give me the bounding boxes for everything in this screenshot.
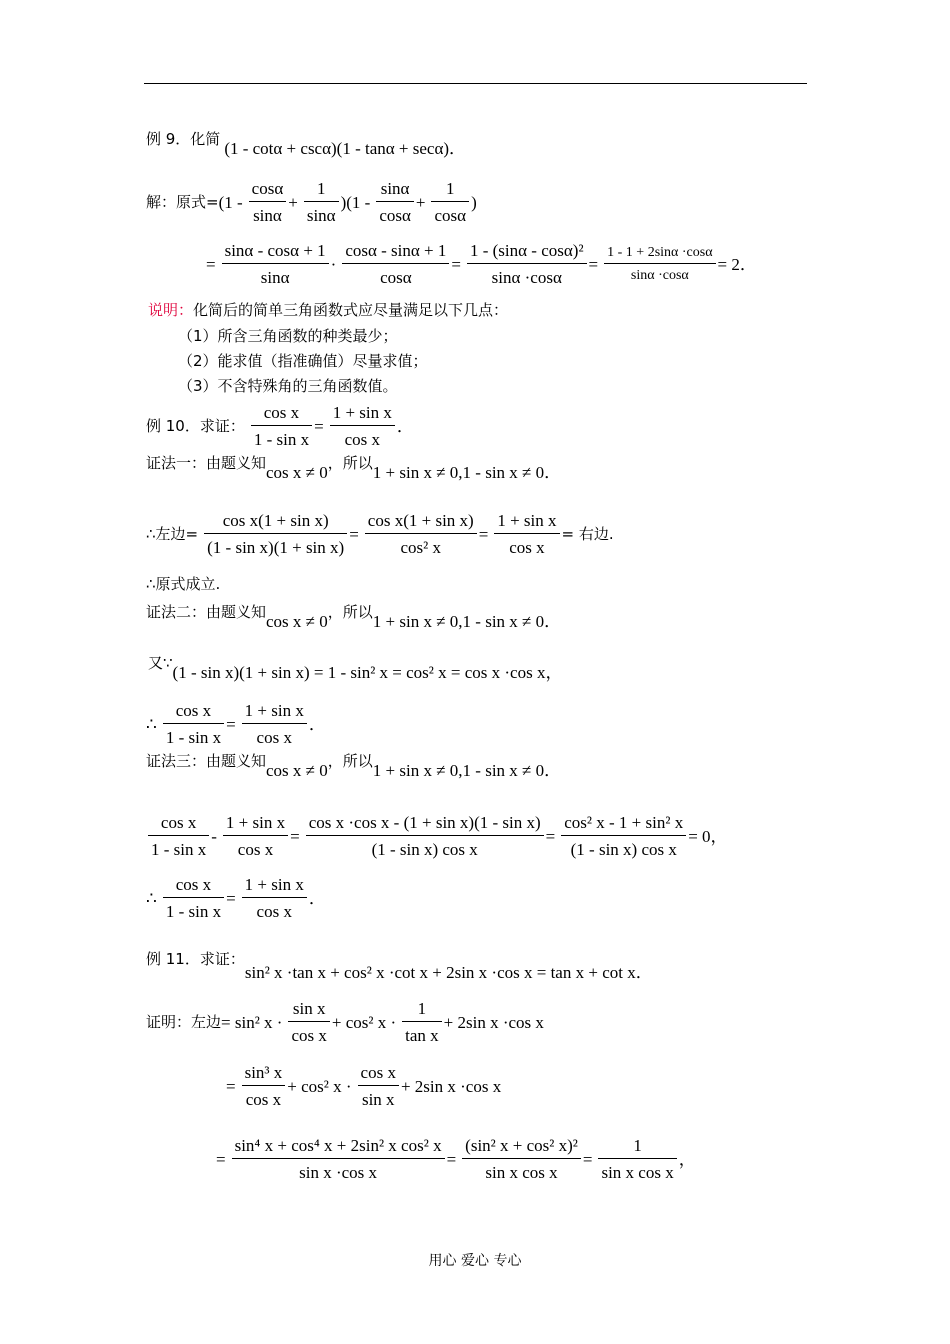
frac-numerator: cos x(1 + sin x) (365, 510, 477, 534)
frac-numerator: cos x (163, 700, 224, 724)
frac-denominator: sinα (306, 206, 336, 226)
frac-denominator: cosα (434, 206, 467, 226)
ex11-proof-line2 (226, 1062, 501, 1111)
note-label: 说明： (148, 301, 194, 319)
op-equals: = (216, 1149, 226, 1169)
frac-numerator: cos x (358, 1062, 399, 1086)
ex9-label: 例 9．化简 (146, 130, 221, 148)
frac-denominator: sinα (260, 268, 290, 288)
step1-part-b: + cos² x · (331, 1012, 397, 1032)
ex9-open: (1 - (218, 192, 243, 212)
frac-denominator: sin x cos x (485, 1163, 558, 1183)
ex9-frac1 (249, 178, 287, 227)
ex10-lhs (251, 402, 312, 451)
ex10-method2-expr (148, 654, 563, 682)
method2-expression: (1 - sin x)(1 + sin x) = 1 - sin² x = cos² x = cos x ·cos x， (172, 663, 563, 682)
ex9-frac5 (222, 240, 329, 289)
also-because: 又∵ (148, 654, 173, 672)
frac-denominator: cos² x (400, 538, 442, 558)
op-plus: + (415, 192, 426, 212)
frac-denominator: cos x (509, 538, 545, 558)
condition-cos: cos x ≠ 0 (266, 612, 328, 631)
note-item-1: （1）所含三角函数的种类最少； (178, 327, 398, 345)
ex11-frac-p4 (358, 1062, 399, 1111)
op-equals: = (206, 254, 216, 274)
step2-part-b: + cos² x · (287, 1076, 352, 1096)
frac-denominator: sin x ·cos x (299, 1163, 378, 1183)
frac-numerator: sin x (288, 998, 329, 1022)
op-equals: = (349, 524, 359, 544)
ex11-proof-line1 (146, 998, 544, 1047)
op-equals: = (226, 888, 236, 908)
ex11-frac-p6 (462, 1135, 581, 1184)
frac-numerator: 1 (598, 1135, 676, 1159)
proof-label: 证明：左边 (146, 1012, 222, 1031)
frac-numerator: 1 (402, 998, 442, 1022)
ex9-frac8 (604, 244, 715, 285)
ex10-method1-line (146, 454, 562, 482)
ex11-proof-line3 (216, 1135, 696, 1184)
frac-denominator: cos x (237, 840, 274, 860)
ex10-frac-h3 (494, 510, 559, 559)
frac-denominator: sinα (253, 206, 282, 226)
op-plus: + (288, 192, 298, 212)
ex9-frac7 (467, 240, 587, 289)
ex9-solution-label: 解：原式= (146, 192, 219, 211)
result-zero: = 0， (688, 826, 728, 846)
ex11-frac-p3 (242, 1062, 286, 1111)
frac-numerator: sin⁴ x + cos⁴ x + 2sin² x cos² x (232, 1135, 445, 1159)
ex9-frac4 (431, 178, 469, 227)
op-equals: = (478, 524, 489, 544)
frac-numerator: 1 (431, 178, 469, 202)
ex10-rhs (242, 700, 307, 749)
condition-sin: 1 + sin x ≠ 0,1 - sin x ≠ 0． (372, 761, 562, 780)
so-text: ，所以 (327, 752, 373, 770)
frac-denominator: sin x (361, 1090, 395, 1110)
ex11-label: 例 11．求证： (146, 950, 245, 968)
ex11-frac-p1 (288, 998, 329, 1047)
step1-part-c: + 2sin x ·cos x (443, 1012, 544, 1032)
ex9-result: = 2． (717, 254, 757, 274)
ex9-expression: (1 - cotα + cscα)(1 - tanα + secα)． (224, 139, 467, 158)
note-heading (148, 303, 508, 318)
page-footer: 用心 爱心 专心 (428, 1253, 522, 1269)
step1-part-a: = sin² x · (221, 1012, 283, 1032)
ex10-method2-line (146, 603, 562, 631)
op-equals: = (588, 254, 599, 274)
method1-label: 证法一：由题义知 (146, 454, 267, 472)
frac-numerator: 1 + sin x (223, 812, 288, 836)
so-text: ，所以 (327, 603, 373, 621)
frac-numerator: (sin² x + cos² x)² (462, 1135, 581, 1159)
ex10-lhs (163, 874, 224, 923)
ex9-mid: )(1 - (340, 192, 371, 212)
frac-numerator: 1 + sin x (494, 510, 559, 534)
ex11-title-line (146, 950, 653, 982)
frac-denominator: cos x (256, 902, 292, 922)
so-text: ，所以 (327, 454, 373, 472)
op-equals: = (314, 416, 324, 436)
frac-numerator: 1 - 1 + 2sinα ·cosα (604, 244, 715, 265)
op-equals: = (545, 826, 556, 846)
op-equals: = (290, 826, 300, 846)
op-minus: - (211, 826, 217, 846)
ex9-frac3 (376, 178, 414, 227)
frac-denominator: (1 - sin x) cos x (570, 840, 677, 860)
ex10-lhs (163, 700, 224, 749)
ex10-frac-k4 (561, 812, 686, 861)
frac-numerator: cos x (148, 812, 209, 836)
ex9-solution-line1 (146, 178, 477, 227)
ex10-title-line (146, 402, 414, 451)
method2-label: 证法二：由题义知 (146, 603, 267, 621)
left-label: ∴左边= (146, 524, 199, 543)
ex10-rhs (242, 874, 307, 923)
ex10-frac-h1 (204, 510, 347, 559)
ex9-frac2 (304, 178, 339, 227)
frac-denominator: cos x (291, 1026, 327, 1046)
frac-numerator: cos x (163, 874, 224, 898)
op-equals: = (451, 254, 461, 274)
ex11-frac-p2 (402, 998, 442, 1047)
frac-denominator: sinα ·cosα (491, 268, 562, 288)
frac-denominator: sin x cos x (601, 1163, 674, 1183)
ex9-close: ) (471, 192, 477, 212)
frac-numerator: sinα - cosα + 1 (222, 240, 329, 264)
ex11-expression: sin² x ·tan x + cos² x ·cot x + 2sin x ·cos x = tan x + cot x． (244, 963, 653, 982)
frac-numerator: cos² x - 1 + sin² x (561, 812, 686, 836)
op-equals: = (582, 1149, 593, 1169)
ex10-rhs (330, 402, 395, 451)
ex10-frac-h2 (365, 510, 477, 559)
ex9-solution-line2 (206, 240, 757, 289)
frac-denominator: tan x (405, 1026, 439, 1046)
ex10-period: ． (308, 714, 326, 734)
note-item-3: （3）不含特殊角的三角函数值。 (178, 377, 398, 395)
frac-numerator: cos x(1 + sin x) (204, 510, 347, 534)
op-equals: = (226, 1076, 236, 1096)
frac-numerator: sinα (376, 178, 414, 202)
frac-numerator: 1 + sin x (242, 700, 307, 724)
frac-numerator: cosα - sinα + 1 (342, 240, 449, 264)
ex11-frac-p7 (598, 1135, 676, 1184)
condition-sin: 1 + sin x ≠ 0,1 - sin x ≠ 0． (372, 612, 562, 631)
note-item-2: （2）能求值（指准确值）尽量求值； (178, 352, 428, 370)
ex10-method2-conclusion (146, 700, 326, 749)
frac-denominator: cosα (379, 206, 411, 226)
frac-numerator: cos x ·cos x - (1 + sin x)(1 - sin x) (306, 812, 544, 836)
frac-denominator: 1 - sin x (253, 430, 310, 450)
frac-numerator: 1 + sin x (242, 874, 307, 898)
ex10-frac-k2 (223, 812, 288, 861)
frac-denominator: 1 - sin x (151, 840, 207, 860)
right-side: = 右边. (561, 524, 614, 543)
frac-numerator: sin³ x (242, 1062, 286, 1086)
therefore-symbol: ∴ (146, 714, 157, 734)
frac-denominator: cos x (256, 728, 292, 748)
condition-cos: cos x ≠ 0 (266, 463, 328, 482)
frac-denominator: 1 - sin x (165, 728, 222, 748)
ex10-period: ． (308, 888, 326, 908)
op-equals: = (446, 1149, 457, 1169)
frac-denominator: cos x (344, 430, 380, 450)
method3-label: 证法三：由题义知 (146, 752, 267, 770)
step3-comma: ， (678, 1149, 696, 1169)
condition-cos: cos x ≠ 0 (266, 761, 328, 780)
therefore-symbol: ∴ (146, 888, 157, 908)
ex10-holds: ∴原式成立. (146, 575, 221, 593)
frac-denominator: sinα ·cosα (630, 268, 689, 284)
ex10-method3-expr (146, 812, 728, 861)
header-rule (144, 83, 807, 84)
frac-numerator: 1 + sin x (330, 402, 395, 426)
frac-numerator: 1 (304, 178, 339, 202)
frac-numerator: cos x (251, 402, 312, 426)
frac-denominator: 1 - sin x (165, 902, 222, 922)
frac-denominator: cosα (380, 268, 412, 288)
ex10-label: 例 10．求证： (146, 416, 245, 435)
ex9-title-line (146, 130, 467, 158)
frac-numerator: 1 - (sinα - cosα)² (467, 240, 587, 264)
frac-denominator: (1 - sin x)(1 + sin x) (207, 538, 345, 558)
op-equals: = (226, 714, 236, 734)
ex10-method3-line (146, 752, 562, 780)
ex10-period: ． (396, 416, 414, 436)
condition-sin: 1 + sin x ≠ 0,1 - sin x ≠ 0． (372, 463, 562, 482)
frac-denominator: cos x (245, 1090, 282, 1110)
ex10-frac-k1 (148, 812, 209, 861)
op-dot: · (330, 254, 337, 274)
frac-numerator: cosα (249, 178, 287, 202)
note-text: 化简后的简单三角函数式应尽量满足以下几点： (193, 301, 509, 319)
step2-part-c: + 2sin x ·cos x (400, 1076, 502, 1096)
ex10-method3-conclusion (146, 874, 326, 923)
ex9-frac6 (342, 240, 449, 289)
ex11-frac-p5 (232, 1135, 445, 1184)
ex10-left-line (146, 510, 614, 559)
frac-denominator: (1 - sin x) cos x (371, 840, 478, 860)
ex10-frac-k3 (306, 812, 544, 861)
